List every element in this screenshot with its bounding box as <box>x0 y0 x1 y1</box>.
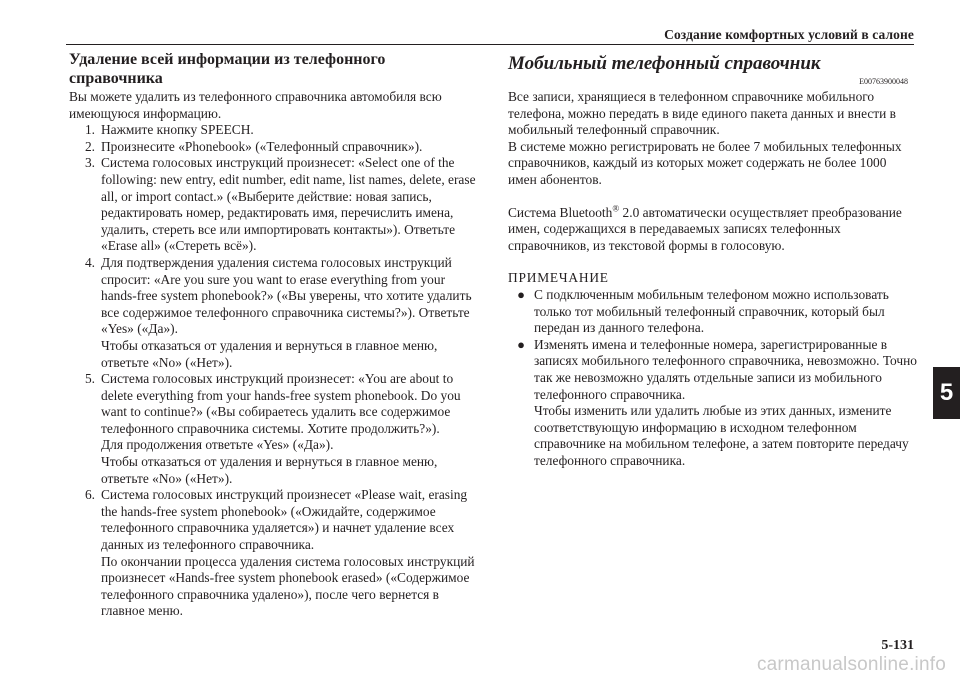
intro-paragraph: Вы можете удалить из телефонного справочника автомобиля всю имеющуюся информацию. <box>69 89 442 121</box>
running-header: Создание комфортных условий в салоне <box>664 27 914 42</box>
step-text <box>101 487 479 620</box>
step-number: 5. <box>84 371 95 387</box>
bluetooth-text: Система Bluetooth <box>508 204 613 220</box>
watermark: carmanualsonline.info <box>756 654 946 675</box>
step-line: Нажмите кнопку SPEECH. <box>101 122 254 138</box>
step-item <box>69 139 479 156</box>
section-title: Удаление всей информации из телефонного справочника <box>69 51 386 87</box>
step-item <box>69 487 479 620</box>
step-number: 1. <box>84 122 95 138</box>
bullet-icon: ● <box>517 336 525 352</box>
step-number: 6. <box>84 487 95 503</box>
bluetooth-text-rest: 2.0 автоматически осуществляет преобразование имен, содержащихся в передаваемых записях телефонных справочников, из текстовой формы в голосовую. <box>508 204 902 253</box>
step-item <box>69 155 479 255</box>
paragraph: Все записи, хранящиеся в телефонном справочнике мобильного телефона, можно передать в виде единого пакета данных и внести в мобильный телефонный справочник. <box>508 89 896 138</box>
steps-list <box>69 122 479 620</box>
step-item <box>69 122 479 139</box>
step-line: Чтобы отказаться от удаления и вернуться в главное меню, ответьте «No» («Нет»). <box>101 454 438 486</box>
step-number: 3. <box>84 155 95 171</box>
step-number: 2. <box>84 138 95 154</box>
step-line: Система голосовых инструкций произнесет: «You are about to delete everything from your hands-free system phonebook. Do you want to continue?» («Вы собираетесь удалить все содержимое телефонного справочника системы. Хотите продолжить?»). <box>101 371 461 436</box>
step-text <box>101 139 479 156</box>
document-code: E00763900048 <box>859 77 908 86</box>
step-line: Произнесите «Phonebook» («Телефонный справочник»). <box>101 138 423 154</box>
note-line: Чтобы изменить или удалить любые из этих данных, измените соответствующую информацию в исходном телефонном справочнике на мобильном телефоне, а затем повторите передачу телефонного справочника. <box>534 403 909 468</box>
note-item <box>508 337 918 470</box>
section-title-italic: Мобильный телефонный справочник <box>508 53 821 74</box>
spacer <box>508 189 918 205</box>
note-line: С подключенным мобильным телефоном можно использовать только тот мобильный телефонный справочник, который был передан из данного телефона. <box>534 286 889 336</box>
step-line: Система голосовых инструкций произнесет «Please wait, erasing the hands-free system phonebook» («Ожидайте, содержимое телефонного справочника удаляется») и начнет удаление всех данных из телефонного справочника. <box>101 487 468 553</box>
step-line: Для продолжения ответьте «Yes» («Да»). <box>101 437 334 453</box>
bluetooth-paragraph <box>508 205 918 255</box>
chapter-tab: 5 <box>933 367 960 419</box>
paragraph: В системе можно регистрировать не более 7 мобильных телефонных справочников, каждый из которых может содержать не более 1000 имен абонентов. <box>508 138 902 187</box>
note-list <box>508 287 918 470</box>
step-item <box>69 255 479 371</box>
step-line: Чтобы отказаться от удаления и вернуться в главное меню, ответьте «No» («Нет»). <box>101 337 438 370</box>
step-text <box>101 255 479 371</box>
step-number: 4. <box>84 254 95 270</box>
header-divider <box>66 44 914 45</box>
step-item <box>69 371 479 487</box>
step-text <box>101 122 479 139</box>
note-item <box>508 287 918 337</box>
bullet-icon: ● <box>517 286 525 302</box>
note-text <box>534 287 918 337</box>
left-column <box>69 50 479 620</box>
step-text <box>101 371 479 487</box>
right-column <box>508 50 918 469</box>
page-number: 5-131 <box>881 638 914 653</box>
step-line: Для подтверждения удаления система голосовых инструкций спросит: «Are you sure you want to erase everything from your hands-free system phonebook?» («Вы уверены, что хотите удалить все содержимое телефонного справочника системы?»). Ответьте «Yes» («Да»). <box>101 254 472 337</box>
registered-mark: ® <box>612 203 620 214</box>
note-line: Изменять имена и телефонные номера, зарегистрированные в записях мобильного телефонного справочника, невозможно. Точно так же невозможно удалять отдельные записи из мобильного телефонного справочника. <box>534 336 917 402</box>
step-line: По окончании процесса удаления система голосовых инструкций произнесет «Hands-free system phonebook erased» («Содержимое телефонного справочника удалено»), после чего вернется в главное меню. <box>101 553 475 619</box>
spacer <box>508 254 918 270</box>
step-line: Система голосовых инструкций произнесет: «Select one of the following: new entry, edit number, edit name, list names, delete, erase all, or import contact.» («Выберите действие: новая запись, редактировать номер, редактировать имя, перечислить имена, удалить, стереть все или импортировать контакты»). Ответьте «Erase all» («Стереть всё»). <box>101 155 476 254</box>
step-text <box>101 155 479 255</box>
note-heading: ПРИМЕЧАНИЕ <box>508 270 609 286</box>
note-text <box>534 337 918 470</box>
